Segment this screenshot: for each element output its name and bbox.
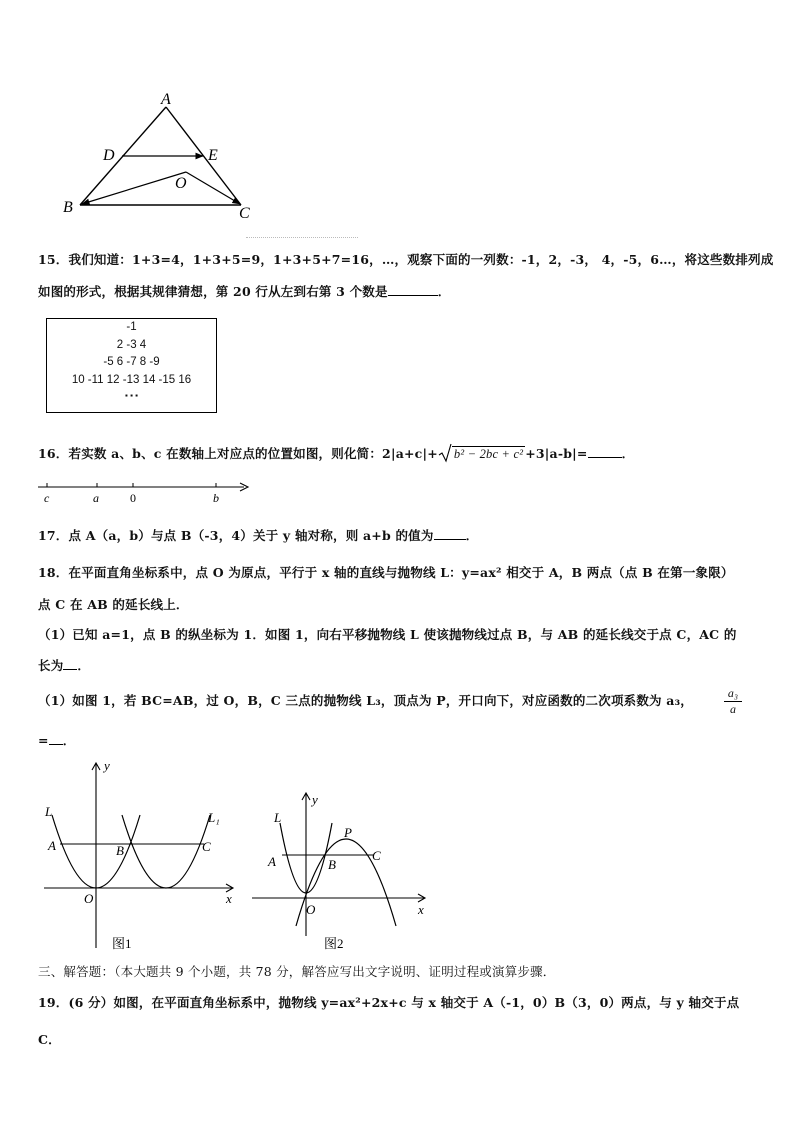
label-o: O (175, 175, 187, 192)
q15-line1: 15．我们知道：1+3=4，1+3+5=9，1+3+5+7=16，…，观察下面的一列数：-1，2，-3， 4，-5，6…，将这些数排列成 (38, 252, 774, 267)
fraction-a3-over-a (724, 686, 742, 717)
label-e: E (208, 147, 218, 164)
q17-end: ． (465, 528, 479, 543)
q17-answer-blank (434, 539, 466, 540)
segment-ob (82, 172, 186, 204)
q18-line6-eq: = (38, 733, 49, 748)
q17-text: 17．点 A（a，b）与点 B（-3，4）关于 y 轴对称，则 a+b 的值为 (38, 528, 434, 543)
q16-line (38, 443, 634, 463)
pattern-row-3: -5 6 -7 8 -9 (103, 356, 160, 368)
q15-line2 (38, 282, 450, 300)
q18-line4-end: ． (77, 658, 91, 673)
q17-line (38, 526, 478, 544)
fig2-label-b: B (328, 857, 336, 872)
fig1-label-c: C (202, 839, 211, 854)
triangle-figure (55, 88, 265, 223)
q18-line5: （1）如图 1，若 BC=AB，过 O，B，C 三点的抛物线 L₃，顶点为 P，开口向下，对应函数的二次项系数为 a₃， (38, 693, 693, 708)
fig1-parabola-l1 (122, 815, 210, 888)
q16-suffix: +3|a-b|= (525, 446, 588, 461)
q16-answer-blank (588, 457, 622, 458)
fig1-label-l1: L₁ (208, 810, 220, 825)
q19-line2: C． (38, 1032, 61, 1047)
fig2-label-o: O (306, 902, 316, 917)
sqrt-symbol (438, 443, 452, 463)
fig1-caption: 图1 (112, 936, 132, 951)
q18-line4 (38, 656, 90, 674)
fig2-label-p: P (344, 825, 352, 840)
pattern-row-5: ▪ ▪ ▪ (125, 391, 138, 400)
nl-label-c: c (44, 491, 50, 505)
section-3-heading: 三、解答题：（本大题共 9 个小题，共 78 分，解答应写出文字说明、证明过程或演算步骤． (38, 964, 556, 979)
fig1-label-x: x (226, 891, 232, 906)
fig2-label-y: y (312, 792, 318, 807)
fraction-numerator: a₃ (724, 686, 742, 702)
fig2-caption: 图2 (324, 936, 344, 951)
q16-end: ． (621, 446, 635, 461)
pattern-row-1: -1 (126, 321, 137, 333)
fig2-label-x: x (418, 902, 424, 917)
q18-line6-end: ． (62, 733, 76, 748)
pattern-row-2: 2 -3 4 (116, 339, 147, 351)
fig1-label-y: y (104, 758, 110, 773)
q18-line1: 18．在平面直角坐标系中，点 O 为原点，平行于 x 轴的直线与抛物线 L：y=ax² 相交于 A，B 两点（点 B 在第一象限） (38, 565, 734, 580)
dotted-rule (246, 237, 358, 238)
q16-prefix: 16．若实数 a、b、c 在数轴上对应点的位置如图，则化简：2|a+c|+ (38, 446, 438, 461)
label-a: A (161, 91, 171, 108)
fraction-denominator: a (730, 702, 736, 716)
q16-sqrt-content: b² − 2bc + c² (453, 447, 524, 461)
nl-label-zero: 0 (130, 491, 136, 505)
label-d: D (103, 147, 115, 164)
fig2-label-l: L (274, 810, 282, 825)
q18-blank-2 (49, 744, 63, 745)
q18-line2: 点 C 在 AB 的延长线上． (38, 597, 189, 612)
fig1-label-l: L (45, 804, 53, 819)
q18-blank-1 (63, 669, 77, 670)
q18-line4-text: 长为 (38, 658, 64, 673)
fig1-label-o: O (84, 891, 94, 906)
q19-line1: 19．(6 分）如图，在平面直角坐标系中，抛物线 y=ax²+2x+c 与 x 轴交于 A（-1，0）B（3，0）两点，与 y 轴交于点 (38, 995, 740, 1010)
number-pattern-box (46, 318, 217, 413)
fig2-label-c: C (372, 848, 381, 863)
figure-2 (248, 786, 438, 954)
fig2-label-a: A (268, 854, 276, 869)
label-c: C (239, 205, 250, 222)
label-b: B (63, 199, 73, 216)
number-line (36, 478, 252, 506)
fig1-label-b: B (116, 843, 124, 858)
nl-label-b: b (213, 491, 219, 505)
fig1-label-a: A (48, 838, 56, 853)
q15-answer-blank (388, 295, 438, 296)
q15-line2-text: 如图的形式，根据其规律猜想，第 20 行从左到右第 3 个数是 (38, 284, 388, 299)
q18-line3: （1）已知 a=1，点 B 的纵坐标为 1．如图 1，向右平移抛物线 L 使该抛物线过点 B，与 AB 的延长线交于点 C，AC 的 (38, 627, 737, 642)
nl-label-a: a (93, 491, 99, 505)
pattern-row-4: 10 -11 12 -13 14 -15 16 (71, 374, 192, 386)
q18-line6 (38, 731, 75, 749)
segment-oc (186, 172, 240, 204)
q15-end: ． (437, 284, 451, 299)
figure-1 (36, 756, 246, 954)
